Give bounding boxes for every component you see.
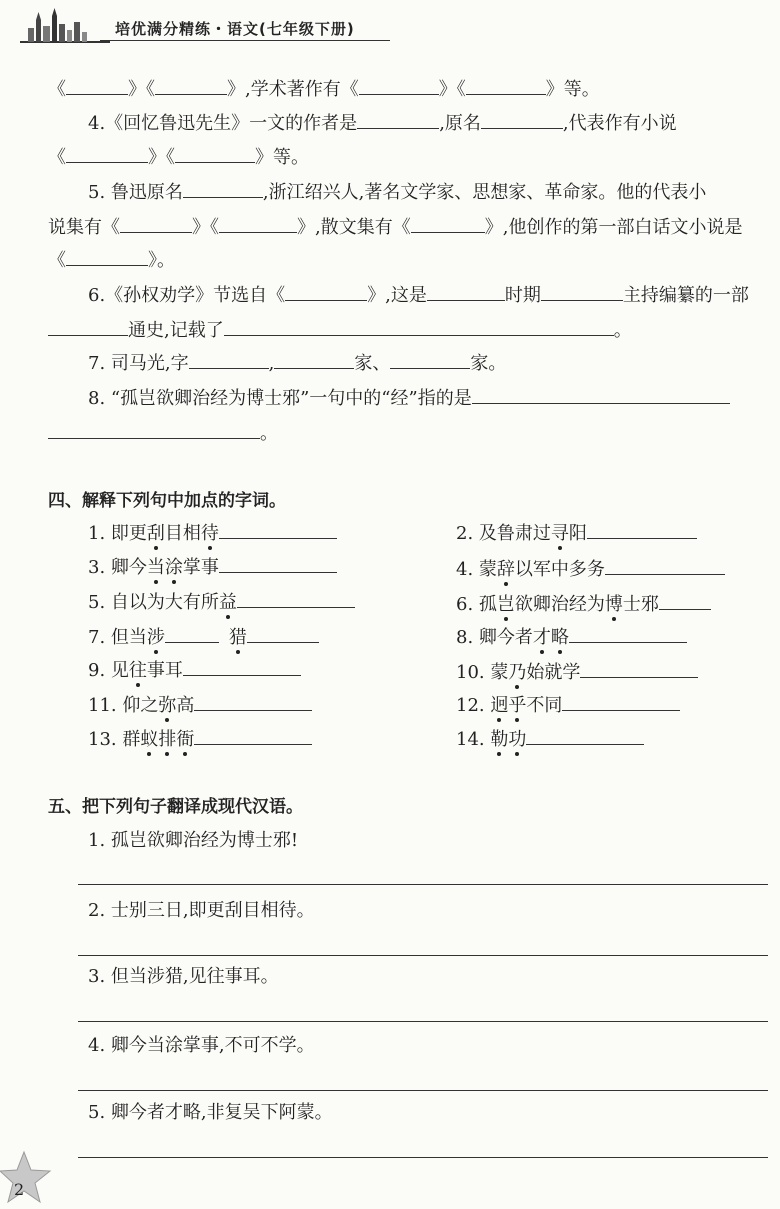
lit-line-1 (48, 76, 600, 103)
text-segment: 1. (88, 523, 106, 544)
text-segment: 》等。 (255, 147, 309, 168)
text-segment: 通史,记载了 (128, 320, 224, 341)
translate-item-3: 3. 但当涉猎,见往事耳。 (88, 966, 279, 987)
text-segment: 孤 (478, 594, 497, 615)
fill-in-blank[interactable] (155, 76, 227, 95)
text-segment: 不同 (526, 695, 563, 716)
star-icon (0, 1150, 60, 1209)
explain-item-9 (88, 657, 301, 684)
dotted-char: 乃 (508, 662, 527, 683)
text-segment: 3. (88, 557, 106, 578)
text-segment: 阳 (568, 523, 587, 544)
text-segment: 群 (122, 729, 141, 750)
text-segment: 即更 (110, 523, 147, 544)
text-segment: 卿今 (110, 557, 147, 578)
question-4 (88, 110, 677, 137)
text-segment: 》《 (438, 79, 466, 100)
text-segment: 时期 (504, 285, 541, 306)
dotted-char: 岂 (496, 594, 515, 615)
dotted-char: 博 (604, 594, 623, 615)
answer-line-5[interactable] (78, 1157, 768, 1158)
fill-in-blank[interactable] (481, 110, 563, 129)
fill-in-blank[interactable] (66, 247, 148, 266)
text-segment: 》等。 (545, 79, 600, 100)
explain-item-3 (88, 554, 337, 581)
fill-in-blank[interactable] (580, 659, 698, 678)
fill-in-blank[interactable] (526, 726, 644, 745)
text-segment: 2. (456, 523, 474, 544)
text-segment: 始就学 (526, 662, 581, 683)
text-segment: 14. (456, 729, 485, 750)
text-segment: 事耳 (146, 660, 183, 681)
text-segment: 及鲁肃过 (478, 523, 551, 544)
question-4-cont (48, 144, 309, 171)
dotted-char: 益 (218, 592, 237, 613)
dotted-char: 往 (128, 660, 147, 681)
fill-in-blank[interactable] (237, 589, 355, 608)
dotted-char: 涉 (146, 627, 165, 648)
text-segment: 说集有《 (48, 217, 120, 238)
text-segment: 4. (456, 559, 474, 580)
text-segment: 掌事 (182, 557, 219, 578)
explain-item-13 (88, 726, 312, 753)
answer-line-4[interactable] (78, 1090, 768, 1091)
dotted-char: 辞 (496, 559, 515, 580)
fill-in-blank[interactable] (66, 76, 128, 95)
explain-item-7 (88, 624, 319, 651)
fill-in-blank[interactable] (183, 657, 301, 676)
text-segment: 》。 (148, 250, 175, 271)
text-segment: 10. (456, 662, 485, 683)
fill-in-blank[interactable] (48, 420, 260, 439)
text-segment: 8. “孤岂欲卿治经为博士邪”一句中的“经”指的是 (88, 388, 472, 409)
fill-in-blank[interactable] (466, 76, 546, 95)
text-segment: 12. (456, 695, 485, 716)
translate-item-2: 2. 士别三日,即更刮目相待。 (88, 900, 315, 921)
text-segment: 家、 (354, 353, 391, 374)
dotted-char: 当 (146, 557, 165, 578)
fill-in-blank[interactable] (562, 692, 680, 711)
text-segment: 》,他创作的第一部白话文小说是 (484, 217, 743, 238)
text-segment: 》,学术著作有《 (227, 79, 359, 100)
fill-in-blank[interactable] (247, 624, 319, 643)
fill-in-blank[interactable] (587, 520, 697, 539)
fill-in-blank[interactable] (357, 110, 439, 129)
question-5-cont (48, 214, 742, 241)
text-segment: 7. (88, 627, 106, 648)
answer-line-1[interactable] (78, 884, 768, 885)
text-segment: 目相 (164, 523, 201, 544)
dotted-char: 待 (200, 523, 219, 544)
text-segment: 。 (613, 320, 632, 341)
question-8 (88, 385, 730, 412)
text-segment: 9. (88, 660, 106, 681)
fill-in-blank[interactable] (224, 317, 614, 336)
question-5 (88, 179, 706, 206)
text-segment: 高 (176, 695, 195, 716)
page-header (0, 0, 780, 48)
fill-in-blank[interactable] (472, 385, 730, 404)
text-segment: 主持编纂的一部 (622, 285, 749, 306)
text-segment: ,浙江绍兴人,著名文学家、思想家、革命家。他的代表小 (262, 182, 707, 203)
fill-in-blank[interactable] (48, 317, 128, 336)
text-segment: 》《 (148, 147, 175, 168)
explain-item-12 (456, 692, 680, 719)
explain-item-2 (456, 520, 697, 547)
explain-item-14 (456, 726, 644, 753)
fill-in-blank[interactable] (285, 282, 367, 301)
question-7 (88, 350, 506, 377)
question-6-cont (48, 317, 632, 344)
fill-in-blank[interactable] (390, 350, 470, 369)
text-segment: 蒙 (478, 559, 497, 580)
book-mark-left: 《 (48, 79, 66, 100)
answer-line-3[interactable] (78, 1021, 768, 1022)
text-segment: 《 (48, 250, 66, 271)
fill-in-blank[interactable] (569, 624, 687, 643)
text-segment: 以军中多务 (514, 559, 605, 580)
dotted-char: 涂 (164, 557, 183, 578)
text-segment: ,原名 (439, 113, 481, 134)
dotted-char: 功 (508, 729, 527, 750)
section-5-title: 五、把下列句子翻译成现代汉语。 (48, 797, 303, 817)
text-segment: 《 (48, 147, 66, 168)
question-5-cont2 (48, 247, 175, 274)
text-segment: 13. (88, 729, 117, 750)
translate-item-1: 1. 孤岂欲卿治经为博士邪! (88, 830, 299, 851)
text-segment: 卿今者 (478, 627, 533, 648)
text-segment: 家。 (470, 353, 507, 374)
text-segment: 8. (456, 627, 474, 648)
dotted-char: 猎 (228, 627, 247, 648)
translate-item-5: 5. 卿今者才略,非复吴下阿蒙。 (88, 1102, 333, 1123)
explain-item-8 (456, 624, 687, 651)
text-segment: 4.《回忆鲁迅先生》一文的作者是 (88, 113, 358, 134)
book-mark-pair: 》《 (128, 79, 155, 100)
dotted-char: 寻 (550, 523, 569, 544)
fill-in-blank[interactable] (194, 726, 312, 745)
dotted-char: 才 (532, 627, 551, 648)
dotted-char: 勒 (490, 729, 509, 750)
fill-in-blank[interactable] (189, 350, 269, 369)
fill-in-blank[interactable] (175, 144, 255, 163)
explain-item-11 (88, 692, 312, 719)
header-rule (100, 40, 390, 41)
text-segment: ,代表作有小说 (562, 113, 677, 134)
explain-item-6 (456, 591, 711, 618)
fill-in-blank[interactable] (659, 591, 711, 610)
text-segment: 。 (260, 423, 278, 444)
text-segment: 欲卿治经为 (514, 594, 605, 615)
fill-in-blank[interactable] (219, 214, 297, 233)
fill-in-blank[interactable] (120, 214, 192, 233)
fill-in-blank[interactable] (541, 282, 623, 301)
text-segment: 7. 司马光,字 (88, 353, 189, 374)
explain-item-5 (88, 589, 355, 616)
dotted-char: 略 (550, 627, 569, 648)
text-segment: 但当 (110, 627, 147, 648)
fill-in-blank[interactable] (427, 282, 505, 301)
explain-item-4 (456, 556, 725, 583)
text-segment: 5. 鲁迅原名 (88, 182, 183, 203)
text-segment: 》,散文集有《 (297, 217, 411, 238)
fill-in-blank[interactable] (194, 692, 312, 711)
fill-in-blank[interactable] (165, 624, 219, 643)
explain-item-1 (88, 520, 337, 547)
text-segment: 》《 (192, 217, 219, 238)
fill-in-blank[interactable] (411, 214, 485, 233)
text-segment: 》,这是 (367, 285, 427, 306)
text-segment: 蒙 (490, 662, 509, 683)
city-skyline-icon (20, 8, 110, 46)
translate-item-4: 4. 卿今当涂掌事,不可不学。 (88, 1035, 315, 1056)
fill-in-blank[interactable] (219, 520, 337, 539)
section-4-title: 四、解释下列句中加点的字词。 (48, 491, 286, 511)
text-segment: 见 (110, 660, 129, 681)
fill-in-blank[interactable] (359, 76, 439, 95)
dotted-char: 排 (158, 729, 177, 750)
text-segment: 士邪 (622, 594, 659, 615)
dotted-char: 蚁 (140, 729, 159, 750)
fill-in-blank[interactable] (66, 144, 148, 163)
text-segment: 6.《孙权劝学》节选自《 (88, 285, 286, 306)
text-segment: 6. (456, 594, 474, 615)
text-segment: 仰之 (122, 695, 159, 716)
text-segment: 11. (88, 695, 117, 716)
fill-in-blank[interactable] (183, 179, 263, 198)
text-segment: , (268, 353, 275, 374)
question-8-cont (48, 420, 278, 447)
question-6 (88, 282, 749, 309)
fill-in-blank[interactable] (605, 556, 725, 575)
dotted-char: 衙 (176, 729, 195, 750)
fill-in-blank[interactable] (219, 554, 337, 573)
book-title: 培优满分精练・语文(七年级下册) (115, 20, 355, 38)
explain-item-10 (456, 659, 698, 686)
page-number: 2 (14, 1180, 25, 1199)
text-segment: 5. (88, 592, 106, 613)
answer-line-2[interactable] (78, 955, 768, 956)
dotted-char: 迥 (490, 695, 509, 716)
dotted-char: 乎 (508, 695, 527, 716)
fill-in-blank[interactable] (274, 350, 354, 369)
text-segment: 自以为大有所 (110, 592, 219, 613)
dotted-char: 弥 (158, 695, 177, 716)
dotted-char: 刮 (146, 523, 165, 544)
